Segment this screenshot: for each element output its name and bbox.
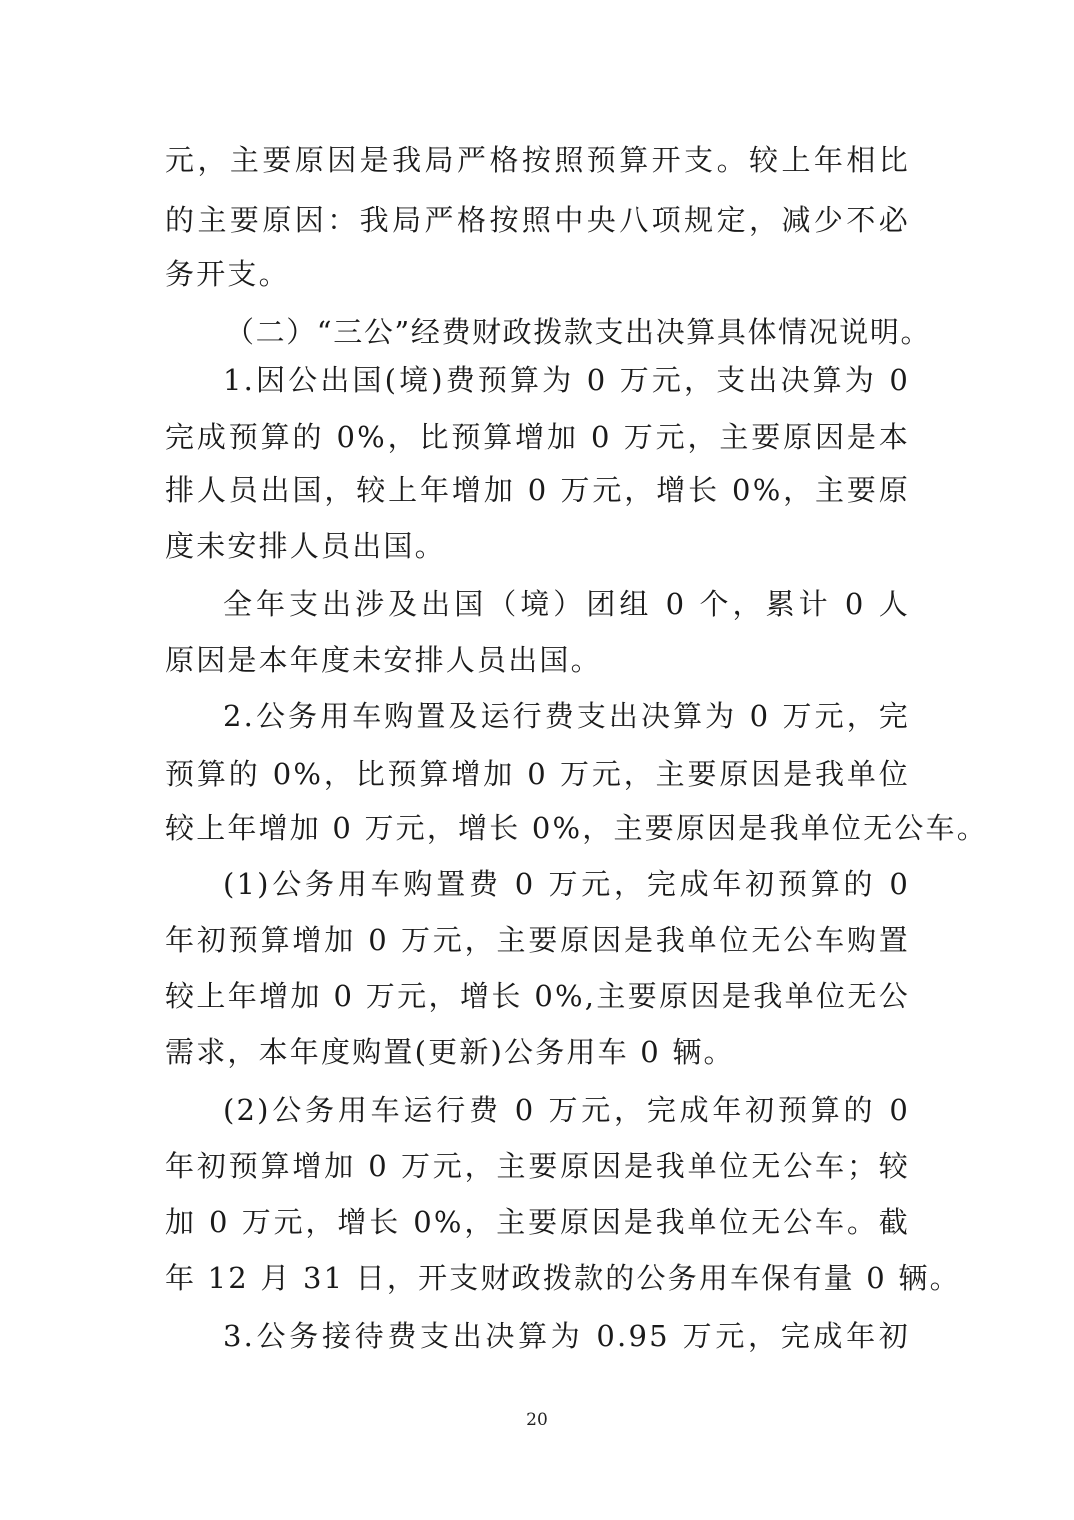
paragraph-line: 排人员出国，较上年增加 0 万元，增长 0%，主要原: [165, 473, 910, 507]
section-heading: （二）“三公”经费财政拨款支出决算具体情况说明。: [225, 315, 932, 349]
paragraph-line: 元，主要原因是我局严格按照预算开支。较上年相比: [165, 143, 910, 177]
paragraph-line: (1)公务用车购置费 0 万元，完成年初预算的 0: [223, 867, 910, 901]
paragraph-line: (2)公务用车运行费 0 万元，完成年初预算的 0: [223, 1093, 910, 1127]
paragraph-line: 较上年增加 0 万元，增长 0%，主要原因是我单位无公车。: [165, 811, 988, 845]
paragraph-line: 2.公务用车购置及运行费支出决算为 0 万元，完: [223, 699, 910, 733]
paragraph-line: 加 0 万元，增长 0%，主要原因是我单位无公车。截: [165, 1205, 910, 1239]
paragraph-line: 原因是本年度未安排人员出国。: [165, 643, 602, 677]
paragraph-line: 年初预算增加 0 万元，主要原因是我单位无公车购置: [165, 923, 910, 957]
paragraph-line: 3.公务接待费支出决算为 0.95 万元，完成年初: [223, 1319, 910, 1353]
paragraph-line: 年初预算增加 0 万元，主要原因是我单位无公车；较: [165, 1149, 910, 1183]
paragraph-line: 年 12 月 31 日，开支财政拨款的公务用车保有量 0 辆。: [165, 1261, 961, 1295]
page-number: 20: [526, 1410, 548, 1430]
paragraph-line: 预算的 0%，比预算增加 0 万元，主要原因是我单位: [165, 757, 910, 791]
paragraph-line: 务开支。: [165, 257, 290, 291]
paragraph-line: 全年支出涉及出国（境）团组 0 个，累计 0 人: [223, 587, 910, 621]
paragraph-line: 1.因公出国(境)费预算为 0 万元，支出决算为 0: [223, 363, 910, 397]
paragraph-line: 需求，本年度购置(更新)公务用车 0 辆。: [165, 1035, 735, 1069]
paragraph-line: 较上年增加 0 万元，增长 0%,主要原因是我单位无公: [165, 979, 910, 1013]
paragraph-line: 度未安排人员出国。: [165, 529, 446, 563]
paragraph-line: 完成预算的 0%，比预算增加 0 万元，主要原因是本: [165, 420, 910, 454]
paragraph-line: 的主要原因：我局严格按照中央八项规定，减少不必: [165, 203, 910, 237]
